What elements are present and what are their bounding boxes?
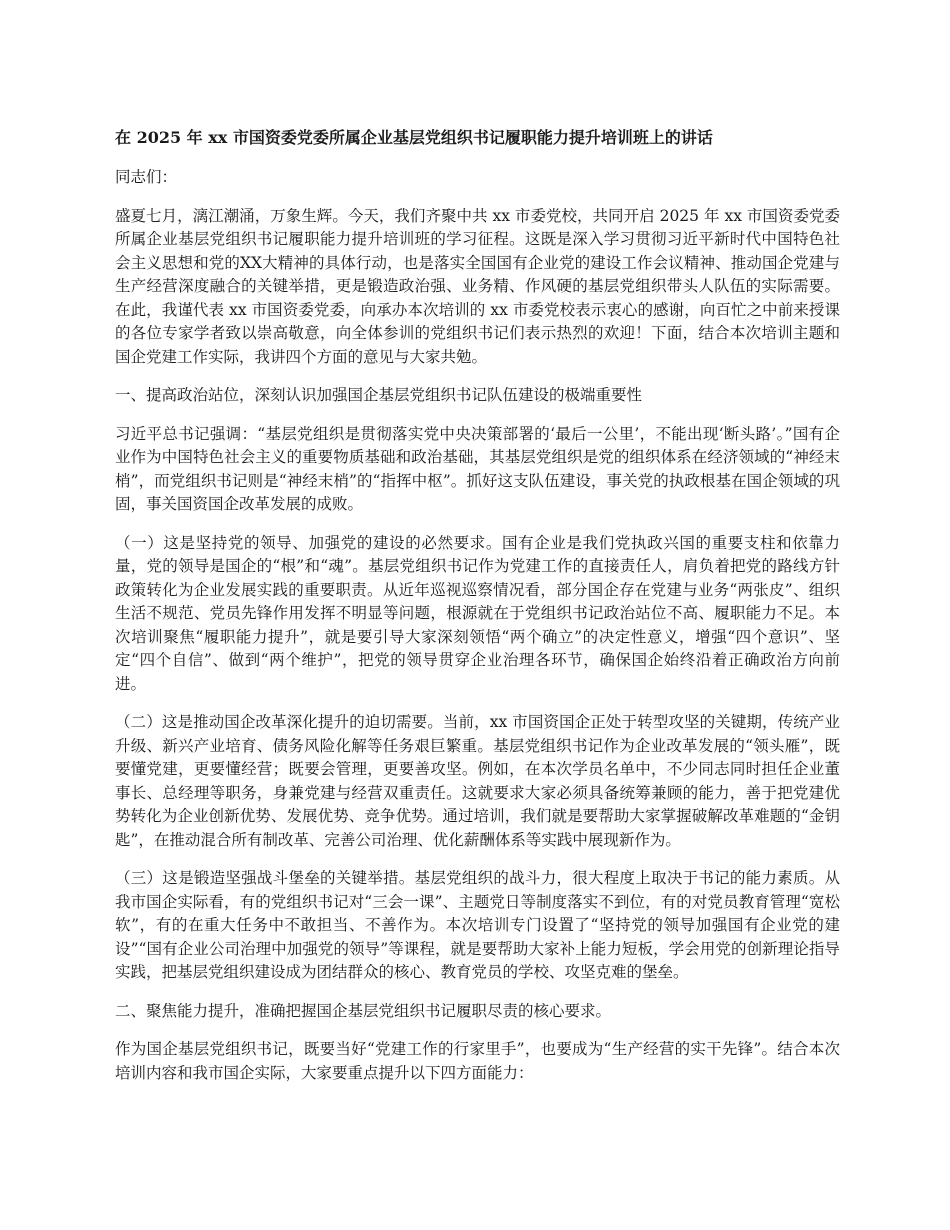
section-heading-1: 一、提高政治站位，深刻认识加强国企基层党组织书记队伍建设的极端重要性	[115, 386, 643, 404]
section-heading-2: 二、聚焦能力提升，准确把握国企基层党组织书记履职尽责的核心要求。	[115, 1001, 612, 1020]
paragraph-section-1-point-1: （一）这是坚持党的领导、加强党的建设的必然要求。国有企业是我们党执政兴国的重要支柱和依靠力量，党的领导是国企的“根”和“魂”。基层党组织书记作为党建工作的直接责任人，肩负着把党的路线方针政策转化为企业发展实践的重要职责。从近年巡视巡察情况看，部分国企存在党建与业务“两张皮”、组织生活不规范、党员先锋作用发挥不明显等问题，根源就在于党组织书记政治站位不高、履职能力不足。本次培训聚焦“履职能力提升”，就是要引导大家深刻领悟“两个确立”的决定性意义，增强“四个意识”、坚定“四个自信”、做到“两个维护”，把党的领导贯穿企业治理各环节，确保国企始终沿着正确政治方向前进。	[115, 533, 840, 693]
paragraph-section-1-point-3: （三）这是锻造坚强战斗堡垒的关键举措。基层党组织的战斗力，很大程度上取决于书记的能力素质。从我市国企实际看，有的党组织书记对“三会一课”、主题党日等制度落实不到位，有的对党员教育管理“宽松软”，有的在重大任务中不敢担当、不善作为。本次培训专门设置了“坚持党的领导加强国有企业党的建设”“国有企业公司治理中加强党的领导”等课程，就是要帮助大家补上能力短板，学会用党的创新理论指导实践，把基层党组织建设成为团结群众的核心、教育党员的学校、攻坚克难的堡垒。	[115, 869, 840, 981]
document-title: 在 2025 年 xx 市国资委党委所属企业基层党组织书记履职能力提升培训班上的讲话	[115, 128, 713, 147]
paragraph-section-1-point-2: （二）这是推动国企改革深化提升的迫切需要。当前，xx 市国资国企正处于转型攻坚的关键期，传统产业升级、新兴产业培育、债务风险化解等任务艰巨繁重。基层党组织书记作为企业改革发展的“领头雁”，既要懂党建，更要懂经营；既要会管理，更要善攻坚。例如，在本次学员名单中，不少同志同时担任企业董事长、总经理等职务，身兼党建与经营双重责任。这就要求大家必须具备统筹兼顾的能力，善于把党建优势转化为企业创新优势、发展优势、竞争优势。通过培训，我们就是要帮助大家掌握破解改革难题的“金钥匙”，在推动混合所有制改革、完善公司治理、优化薪酬体系等实践中展现新作为。	[115, 713, 840, 849]
paragraph-section-1-intro: 习近平总书记强调：“基层党组织是贯彻落实党中央决策部署的‘最后一公里’，不能出现‘断头路’。”国有企业作为中国特色社会主义的重要物质基础和政治基础，其基层党组织是党的组织体系在经济领域的“神经末梢”，而党组织书记则是“神经末梢”的“指挥中枢”。抓好这支队伍建设，事关党的执政根基在国企领域的巩固，事关国资国企改革发展的成败。	[115, 424, 840, 513]
document-page	[115, 125, 840, 1100]
paragraph-section-2-intro: 作为国企基层党组织书记，既要当好“党建工作的行家里手”，也要成为“生产经营的实干先锋”。结合本次培训内容和我市国企实际，大家要重点提升以下四方面能力：	[115, 1040, 840, 1082]
salutation: 同志们：	[115, 168, 178, 186]
paragraph-opening: 盛夏七月，漓江潮涌，万象生辉。今天，我们齐聚中共 xx 市委党校，共同开启 2025 年 xx 市国资委党委所属企业基层党组织书记履职能力提升培训班的学习征程。这既是深入学习贯彻习近平新时代中国特色社会主义思想和党的XX大精神的具体行动，也是落实全国国有企业党的建设工作会议精神、推动国企党建与生产经营深度融合的关键举措，更是锻造政治强、业务精、作风硬的基层党组织带头人队伍的实际需要。在此，我谨代表 xx 市国资委党委，向承办本次培训的 xx 市委党校表示衷心的感谢，向百忙之中前来授课的各位专家学者致以崇高敬意，向全体参训的党组织书记们表示热烈的欢迎！下面，结合本次培训主题和国企党建工作实际，我讲四个方面的意见与大家共勉。	[115, 206, 840, 366]
